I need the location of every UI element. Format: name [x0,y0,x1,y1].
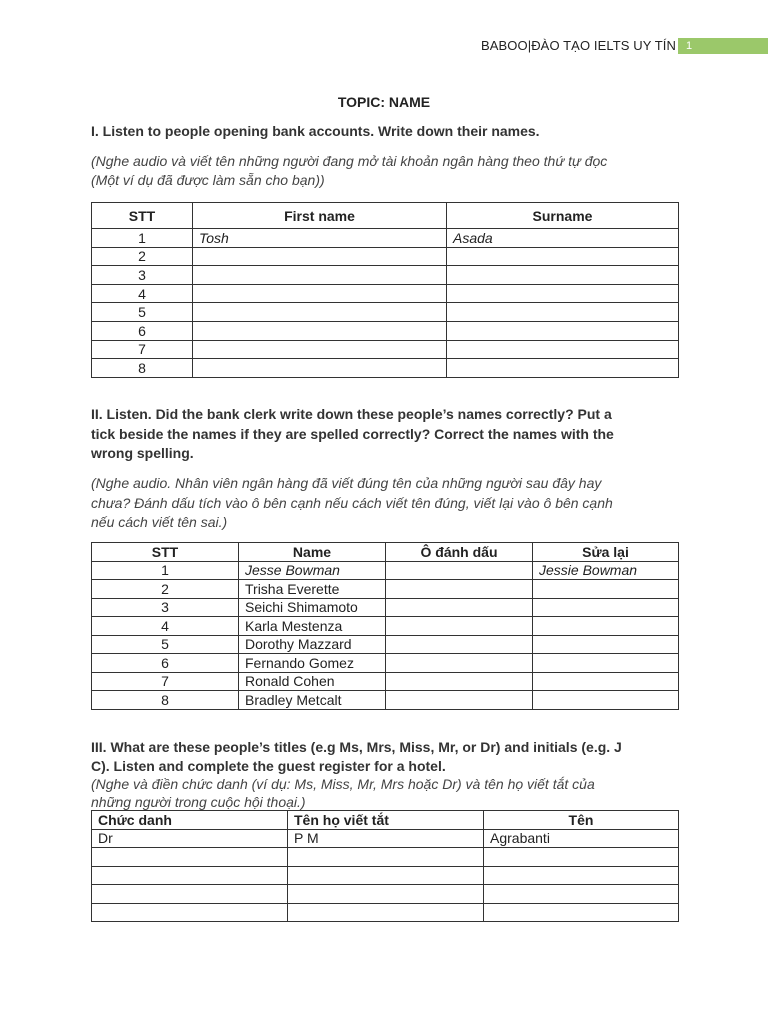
table-cell: 5 [92,303,193,322]
table-row [92,617,679,636]
table-cell [193,266,447,285]
section3-note-line1: (Nghe và điền chức danh (ví dụ: Ms, Miss, Mr, Mrs hoặc Dr) và tên họ viết tắt của [91,776,595,792]
table-row [92,866,679,885]
table-cell [386,598,533,617]
column-header: Tên [484,811,679,830]
table-cell [288,903,484,922]
section2-table [91,542,679,710]
section3-table [91,810,679,922]
table-cell: Karla Mestenza [239,617,386,636]
table-cell [447,303,679,322]
table-cell [92,903,288,922]
table-cell [533,691,679,710]
table-cell [386,580,533,599]
table-cell [533,580,679,599]
table-row [92,321,679,340]
table-cell [193,303,447,322]
table-row [92,247,679,266]
table-cell: Dorothy Mazzard [239,635,386,654]
table-row [92,848,679,867]
table-cell: Bradley Metcalt [239,691,386,710]
table-row [92,266,679,285]
table-row [92,284,679,303]
column-header: First name [193,203,447,229]
table-cell: 2 [92,580,239,599]
table-cell: 3 [92,598,239,617]
section3-question-line2: C). Listen and complete the guest register for a hotel. [91,758,446,774]
table-cell [386,617,533,636]
table-cell: 5 [92,635,239,654]
table-cell [447,359,679,378]
table-cell [193,284,447,303]
table-cell: Seichi Shimamoto [239,598,386,617]
table-cell [193,340,447,359]
page-number-badge: 1 [678,38,768,54]
column-header: Surname [447,203,679,229]
table-cell [484,903,679,922]
table-cell: P M [288,829,484,848]
table-cell [386,654,533,673]
table-cell [288,848,484,867]
table-cell: 1 [92,561,239,580]
section2-question-line1: II. Listen. Did the bank clerk write down these people’s names correctly? Put a [91,406,612,422]
table-cell: Dr [92,829,288,848]
table-cell [484,848,679,867]
section1-note-line1: (Nghe audio và viết tên những người đang mở tài khoản ngân hàng theo thứ tự đọc [91,153,608,169]
section2-note-line1: (Nghe audio. Nhân viên ngân hàng đã viết đúng tên của những người sau đây hay [91,475,602,491]
page-title: TOPIC: NAME [337,94,431,110]
section3-question-line1: III. What are these people’s titles (e.g Ms, Mrs, Miss, Mr, or Dr) and initials (e.g. J [91,739,622,755]
table-cell: 7 [92,340,193,359]
table-row [92,672,679,691]
table-cell: 2 [92,247,193,266]
table-cell [533,672,679,691]
table-cell [193,321,447,340]
table-row [92,340,679,359]
table-cell [288,885,484,904]
table-cell [447,321,679,340]
section2-question-line3: wrong spelling. [91,445,194,461]
table-row [92,829,679,848]
section2-note-line3: nếu cách viết tên sai.) [91,514,228,530]
table-row [92,635,679,654]
table-cell [533,598,679,617]
table-header-row [92,203,679,229]
header-title: BABOO|ĐÀO TẠO IELTS UY TÍN [480,38,676,53]
table-cell [386,691,533,710]
table-cell [92,885,288,904]
column-header: Name [239,543,386,562]
table-cell [533,635,679,654]
table-cell: 4 [92,617,239,636]
table-cell [193,359,447,378]
column-header: Sửa lại [533,543,679,562]
table-cell: 3 [92,266,193,285]
table-cell: 8 [92,359,193,378]
table-cell [193,247,447,266]
table-cell: Asada [447,229,679,248]
table-row [92,580,679,599]
table-cell [386,672,533,691]
table-header-row [92,811,679,830]
section3-note-line2: những người trong cuộc hội thoại.) [91,794,306,810]
section1-question: I. Listen to people opening bank accounts. Write down their names. [91,123,540,139]
table-cell [92,848,288,867]
table-cell: 4 [92,284,193,303]
table-cell [533,654,679,673]
table-row [92,903,679,922]
table-cell [386,635,533,654]
table-cell [447,340,679,359]
table-cell: Tosh [193,229,447,248]
table-row [92,359,679,378]
section2-question-line2: tick beside the names if they are spelled correctly? Correct the names with the [91,426,614,442]
table-cell [484,866,679,885]
table-cell: 1 [92,229,193,248]
table-cell: 7 [92,672,239,691]
table-row [92,561,679,580]
table-cell [288,866,484,885]
table-cell [92,866,288,885]
table-cell [447,266,679,285]
column-header: Chức danh [92,811,288,830]
column-header: STT [92,203,193,229]
section1-table [91,202,679,378]
column-header: STT [92,543,239,562]
table-header-row [92,543,679,562]
table-cell: Agrabanti [484,829,679,848]
table-cell: 8 [92,691,239,710]
table-row [92,885,679,904]
table-cell: Ronald Cohen [239,672,386,691]
table-cell: 6 [92,321,193,340]
table-cell [484,885,679,904]
table-row [92,598,679,617]
table-row [92,654,679,673]
table-cell [447,284,679,303]
table-row [92,303,679,322]
table-cell [386,561,533,580]
table-cell: Jessie Bowman [533,561,679,580]
table-cell: Jesse Bowman [239,561,386,580]
table-row [92,229,679,248]
column-header: Tên họ viết tắt [288,811,484,830]
section2-note-line2: chưa? Đánh dấu tích vào ô bên cạnh nếu cách viết tên đúng, viết lại vào ô bên cạnh [91,495,613,511]
table-cell: 6 [92,654,239,673]
section1-note-line2: (Một ví dụ đã được làm sẵn cho bạn)) [91,172,325,188]
column-header: Ô đánh dấu [386,543,533,562]
table-cell: Trisha Everette [239,580,386,599]
table-cell [447,247,679,266]
table-row [92,691,679,710]
table-cell [533,617,679,636]
table-cell: Fernando Gomez [239,654,386,673]
